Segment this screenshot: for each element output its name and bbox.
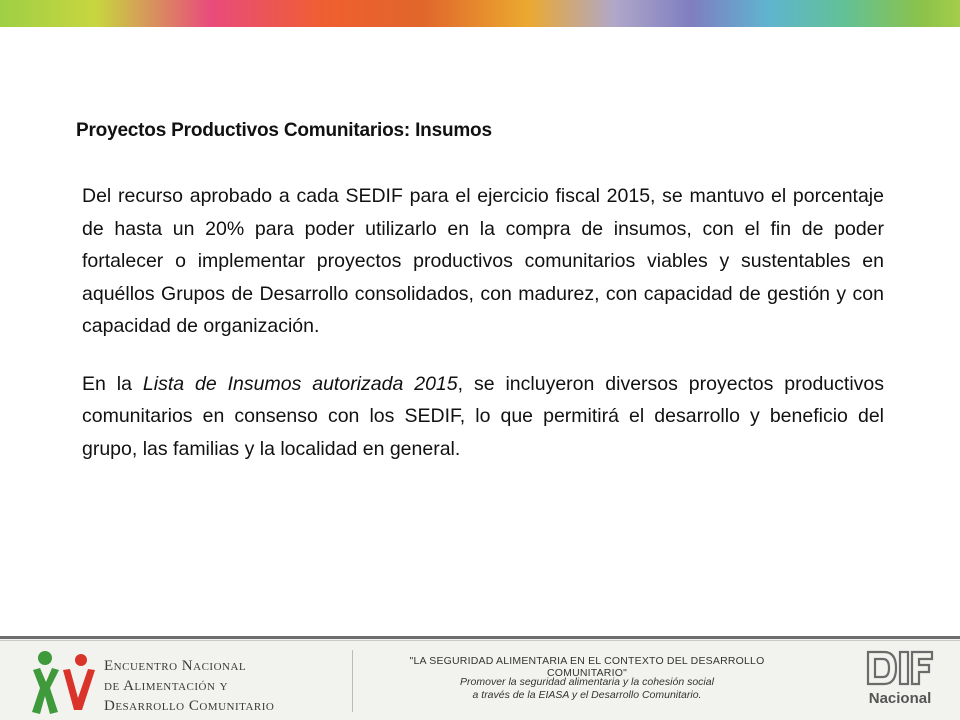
dif-nacional-label: Nacional — [868, 690, 932, 707]
event-name-line-3: Desarrollo Comunitario — [104, 698, 275, 714]
sub-slogan-line-1: Promover la seguridad alimentaria y la cohesión social — [460, 676, 714, 688]
paragraph-1: Del recurso aprobado a cada SEDIF para el ejercicio fiscal 2015, se mantuvo el porcentaje de hasta un 20% para poder utilizarlo en la compra de insumos, con el fin de poder fortalecer o implementar proyectos productivos comunitarios viables y sustentables en aquéllos Grupos de Desarrollo consolidados, con madurez, con capacidad de gestión y con capacidad de organización. — [82, 185, 884, 337]
event-name — [104, 656, 274, 716]
event-name-line-2: de Alimentación y — [104, 678, 229, 694]
paragraph-2 — [82, 368, 884, 466]
footer-vertical-divider — [352, 650, 353, 712]
event-sub-slogan — [372, 676, 802, 702]
slide-title: Proyectos Productivos Comunitarios: Insumos — [76, 120, 492, 141]
paragraph-2-intro: En la — [82, 372, 143, 395]
header-color-bar — [0, 0, 960, 27]
xv-event-logo — [30, 648, 102, 716]
event-slogan: "LA SEGURIDAD ALIMENTARIA EN EL CONTEXTO DEL DESARROLLO COMUNITARIO" — [409, 655, 765, 679]
paragraph-2-rest: , se incluyeron diversos proyectos productivos comunitarios en consenso con los SEDIF, lo que permitirá el desarrollo y beneficio del grupo, las familias y la localidad en general. — [82, 372, 884, 460]
footer-divider-line — [0, 640, 960, 641]
event-name-line-1: Encuentro Nacional — [104, 658, 247, 674]
paragraph-2-emphasis: Lista de Insumos autorizada 2015 — [142, 372, 458, 395]
slide-body — [82, 180, 884, 490]
dif-logo — [864, 648, 936, 690]
sub-slogan-line-2: a través de la EIASA y el Desarrollo Comunitario. — [472, 689, 702, 701]
